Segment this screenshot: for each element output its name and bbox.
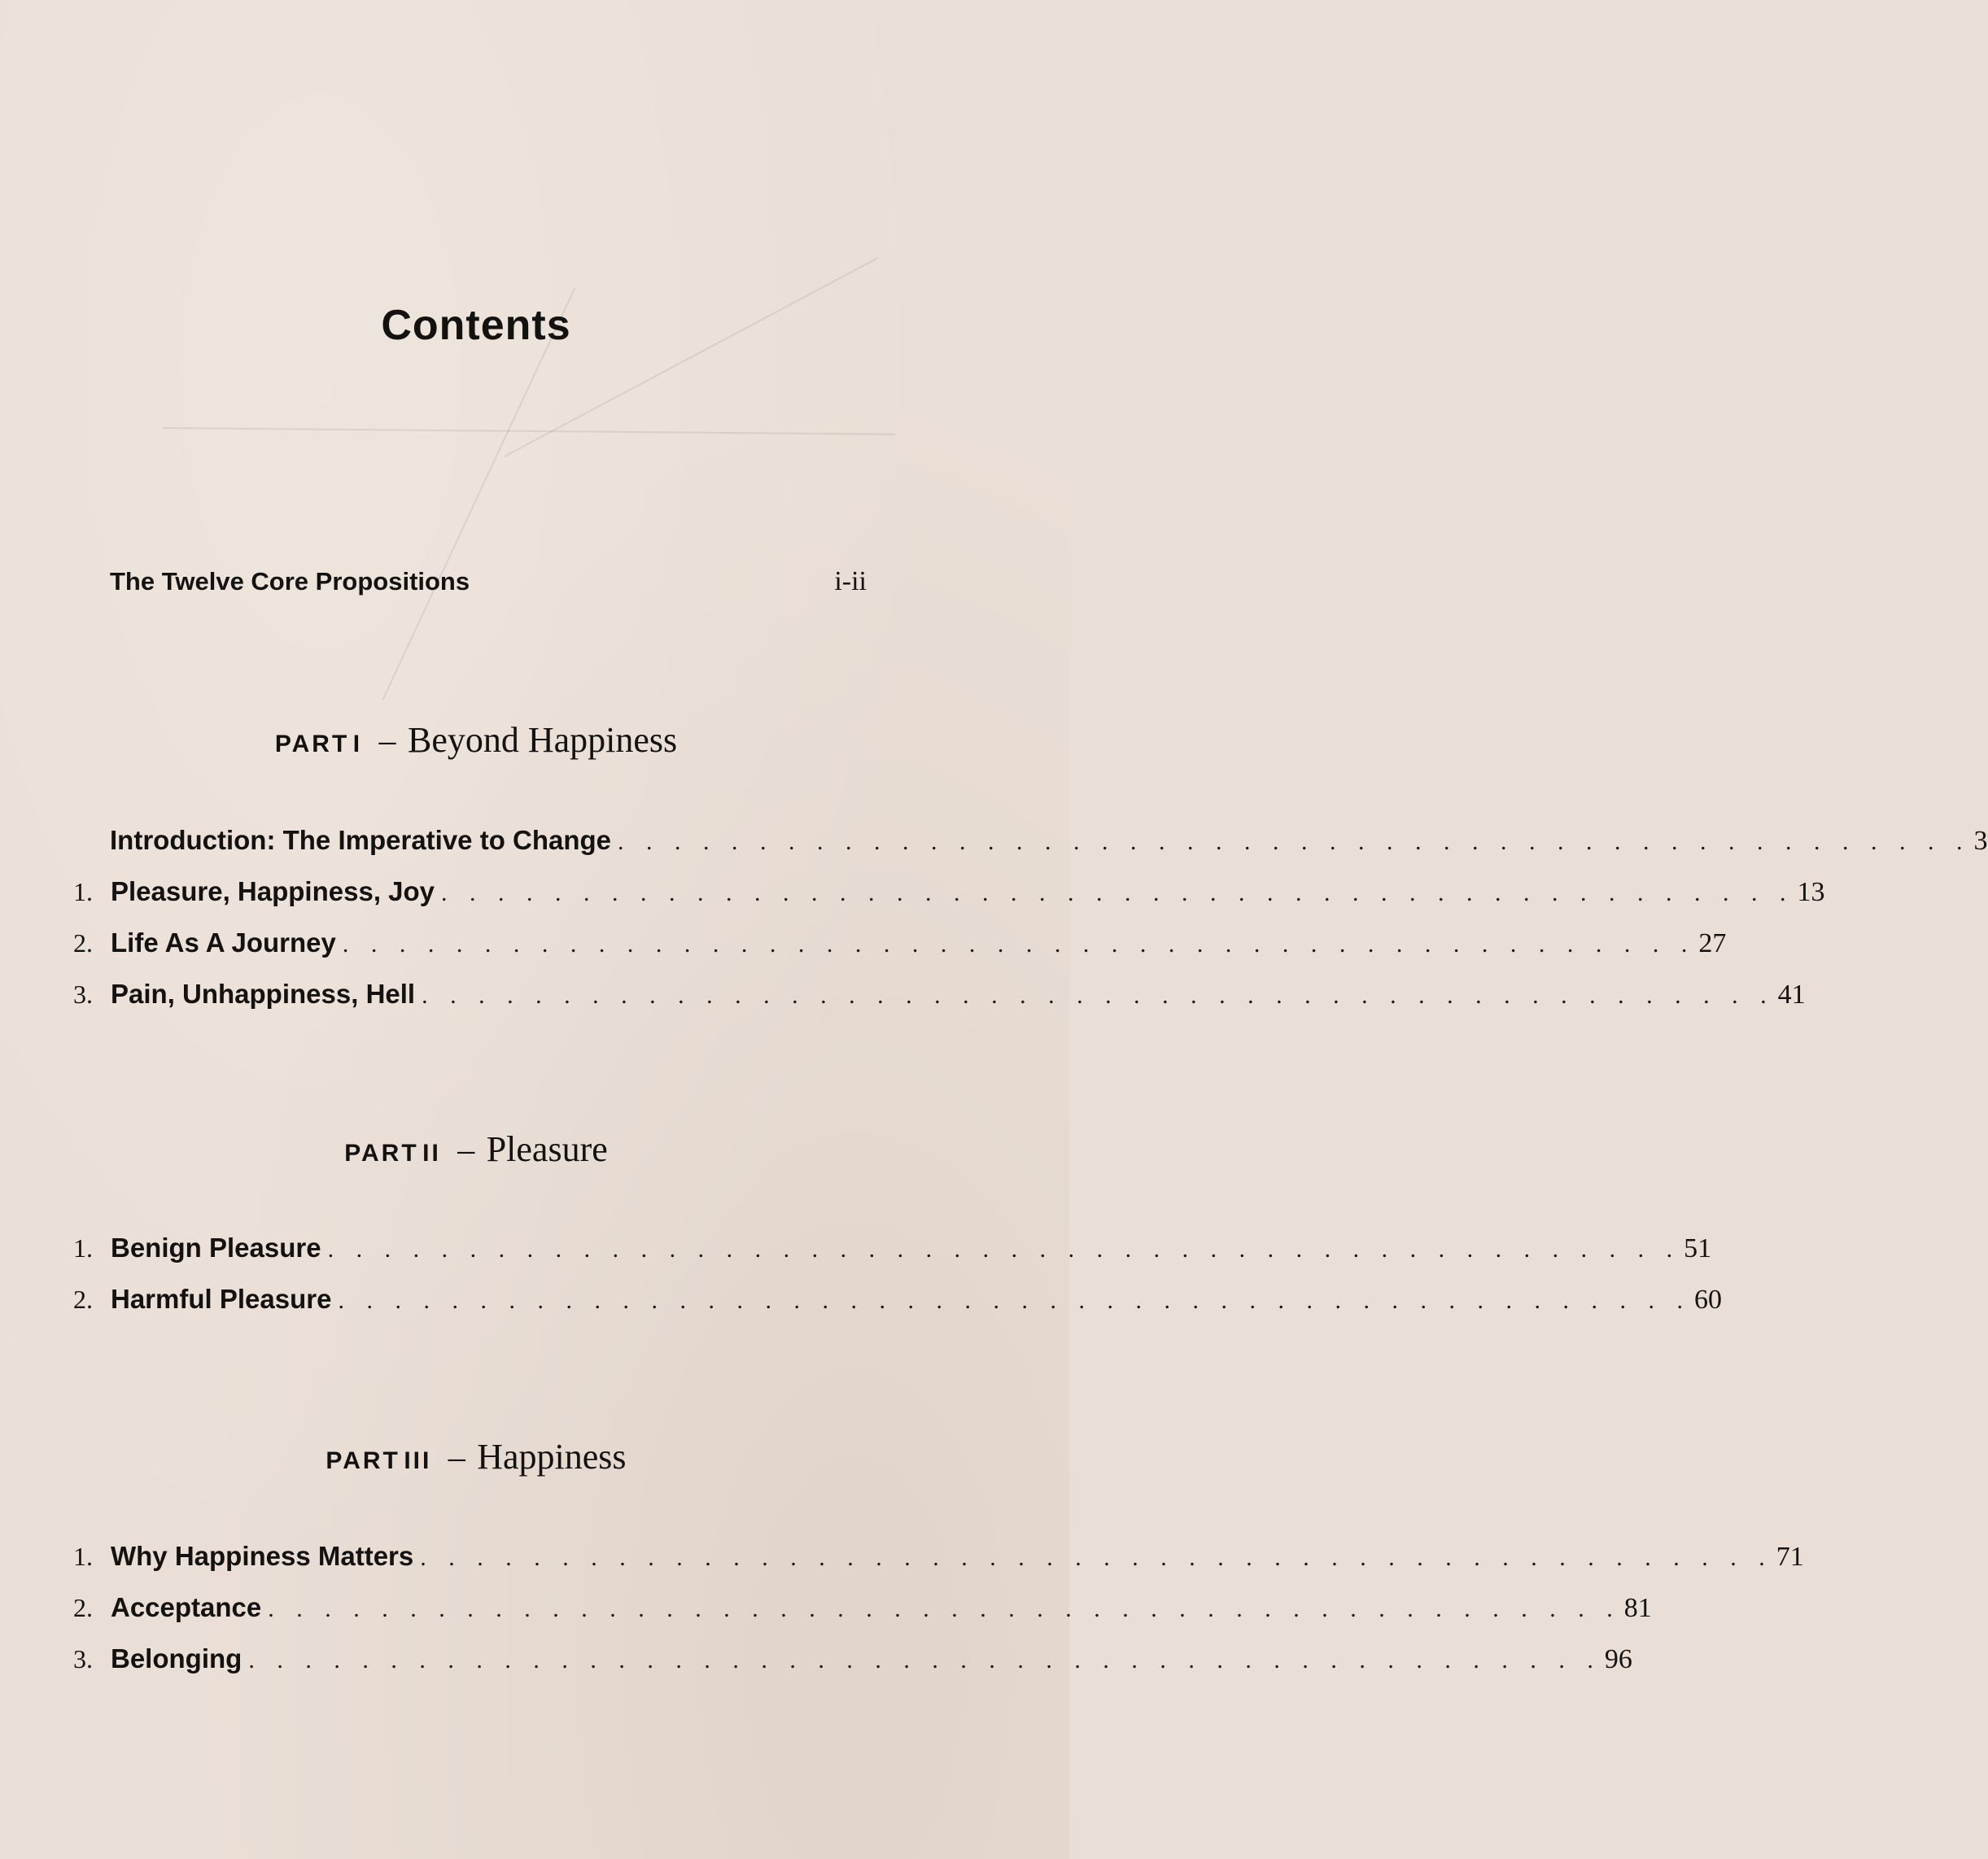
toc-entry-number: 1. [73,877,93,906]
toc-entry[interactable] [73,1592,1652,1633]
toc-entry-number: 3. [73,1644,93,1674]
part-numeral: II [422,1140,441,1167]
page-title: Contents [381,302,571,349]
part-heading-2 [0,1128,952,1170]
toc-entry[interactable] [73,979,1806,1019]
toc-entry[interactable] [73,876,1825,917]
toc-entry-label: The Twelve Core Propositions [110,567,470,596]
toc-entry-label: Life As A Journey [111,927,336,958]
toc-entry-page: 3 [1973,826,1988,856]
toc-entry-page: 27 [1698,928,1727,958]
toc-entry-label: Pleasure, Happiness, Joy [111,876,435,906]
toc-entry-number: 2. [73,928,93,958]
part-label: PART [274,731,350,757]
toc-entry-page: 13 [1797,877,1825,907]
toc-entry[interactable] [73,1284,1722,1324]
paper-crease [163,427,895,435]
toc-entry-page: 71 [1776,1542,1804,1572]
toc-entry-label: Why Happiness Matters [111,1541,414,1571]
part-heading-3 [0,1436,952,1477]
part-label: PART [344,1140,419,1167]
toc-entry[interactable] [73,1541,1804,1582]
dot-leader: . . . . . . . . . . . . . . . . . . . . . . . . . . . . . . . . . . . . . . . . . . . . . . . . [338,1287,1691,1314]
toc-entry-front-matter[interactable] [110,566,867,607]
toc-entry[interactable] [73,927,1727,968]
part-name: Pleasure [486,1129,608,1169]
dot-leader: . . . . . . . . . . . . . . . . . . . . . . . . . . . . . . . . . . . . . . . . . . . . . . . . [327,1236,1681,1263]
part-name: Beyond Happiness [407,720,678,760]
toc-entry[interactable] [110,825,1988,866]
toc-entry-page: 96 [1604,1644,1632,1674]
toc-entry-label: Acceptance [111,1592,262,1622]
paper-crease [505,257,879,457]
dot-leader: . . . . . . . . . . . . . . . . . . . . . . . . . . . . . . . . . . . . . . . . . . . . . . . . [268,1595,1621,1622]
part-dash: – [457,1132,475,1169]
toc-entry-page: 81 [1623,1593,1652,1623]
toc-entry-label: Belonging [111,1643,242,1674]
part-name: Happiness [477,1437,627,1477]
toc-entry-page: 51 [1684,1233,1712,1263]
part-dash: – [378,722,396,760]
toc-entry-number: 1. [73,1542,93,1571]
toc-entry-label: Pain, Unhappiness, Hell [111,979,416,1009]
toc-entry-number: 2. [73,1593,93,1622]
toc-entry-label: Harmful Pleasure [111,1284,332,1314]
part-label: PART [326,1447,400,1474]
toc-entry-label: Benign Pleasure [111,1233,321,1263]
dot-leader: . . . . . . . . . . . . . . . . . . . . . . . . . . . . . . . . . . . . . . . . . . . . . . . . [248,1647,1601,1674]
toc-entry-page: i-ii [834,566,867,596]
dot-leader: . . . . . . . . . . . . . . . . . . . . . . . . . . . . . . . . . . . . . . . . . . . . . . . . [342,931,1696,958]
toc-entry-page: 41 [1777,980,1806,1010]
dot-leader: . . . . . . . . . . . . . . . . . . . . . . . . . . . . . . . . . . . . . . . . . . . . . . . . [618,828,1971,855]
part-numeral: III [404,1447,432,1474]
toc-entry-number: 3. [73,980,93,1009]
part-dash: – [448,1439,465,1477]
dot-leader: . . . . . . . . . . . . . . . . . . . . . . . . . . . . . . . . . . . . . . . . . . . . . . . . [420,1544,1773,1571]
toc-entry[interactable] [73,1643,1632,1684]
part-heading-1 [0,719,952,761]
toc-entry-number: 2. [73,1285,93,1314]
dot-leader: . . . . . . . . . . . . . . . . . . . . . . . . . . . . . . . . . . . . . . . . . . . . . . . . [422,982,1775,1009]
dot-leader: . . . . . . . . . . . . . . . . . . . . . . . . . . . . . . . . . . . . . . . . . . . . . . . . [441,879,1794,906]
toc-entry-label: Introduction: The Imperative to Change [110,825,612,855]
toc-entry[interactable] [73,1233,1712,1273]
toc-entry-page: 60 [1693,1285,1722,1315]
part-numeral: I [352,731,363,757]
toc-entry-number: 1. [73,1233,93,1263]
